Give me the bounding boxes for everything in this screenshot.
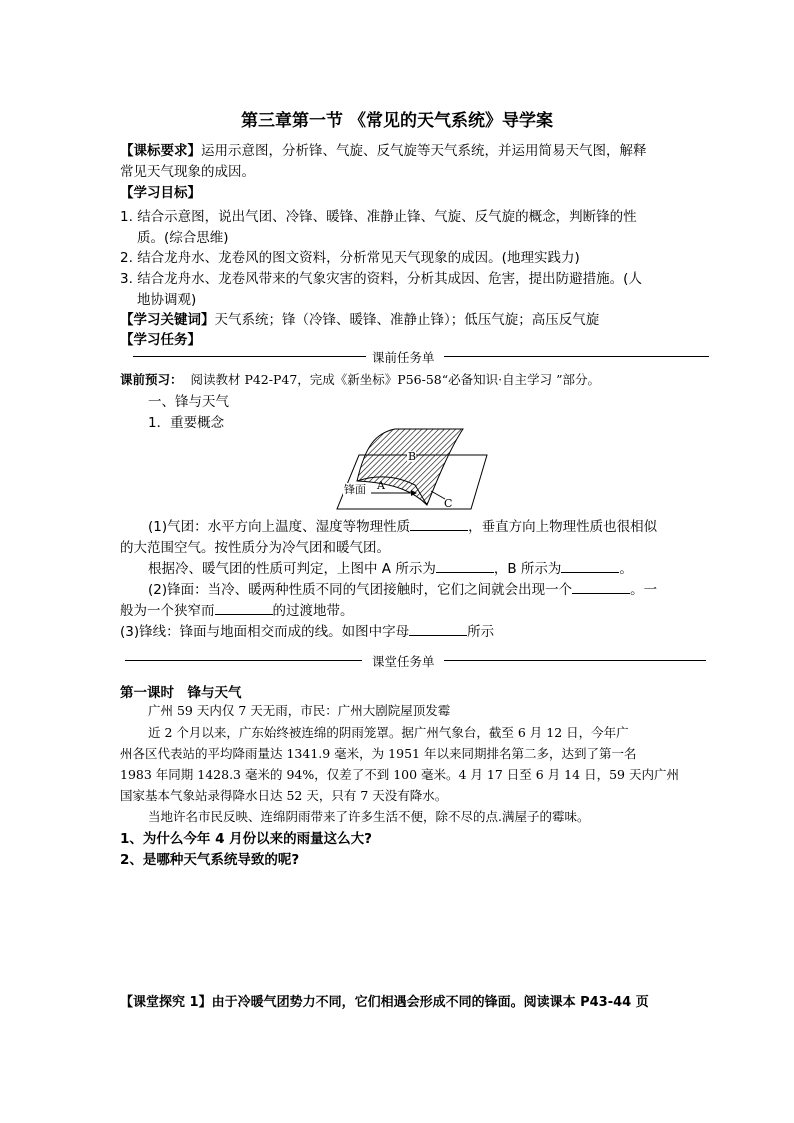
concept-front-surface: (2)锋面：当冷、暖两种性质不同的气团接触时，它们之间就会出现一个 。一	[148, 582, 658, 598]
label-b: B	[408, 450, 417, 463]
label-c: C	[444, 497, 453, 510]
label-a: A	[377, 479, 385, 492]
blank-5[interactable]	[215, 601, 273, 615]
news-p1-line4: 国家基本气象站录得降水日达 52 天，只有 7 天没有降水。	[120, 788, 448, 803]
news-p2: 当地许名市民反映、连绵阴雨带来了许多生活不便，除不尽的点.满屋子的霉味。	[148, 809, 590, 824]
page-title: 第三章第一节 《常见的天气系统》导学案	[241, 111, 553, 131]
news-p1-line1: 近 2 个月以来，广东始终被连绵的阴雨笼罩。据广州气象台，截至 6 月 12 日，今年广	[148, 725, 629, 740]
curriculum-text-line1: 运用示意图，分析锋、气旋、反气旋等天气系统，并运用简易天气图，解释	[201, 143, 647, 159]
blank-1[interactable]	[410, 517, 468, 531]
divider2-line-right	[444, 660, 706, 661]
curriculum-label: 【课标要求】	[120, 143, 201, 159]
concept-front-surface-line2: 般为一个狭窄而 的过渡地带。	[120, 603, 354, 619]
explore-label: 【课堂探究 1】	[120, 995, 212, 1010]
preview	[120, 370, 600, 388]
keywords	[120, 308, 599, 328]
goal-item-1: 1. 结合示意图，说出气团、冷锋、暖锋、准静止锋、气旋、反气旋的概念，判断锋的性	[120, 209, 637, 225]
blank-3[interactable]	[561, 559, 619, 573]
goal-item-3-line2: 地协调观)	[137, 292, 197, 308]
classroom-explore-1	[120, 991, 649, 1010]
divider-line-right	[444, 356, 709, 357]
goal-item-3: 3. 结合龙舟水、龙卷风带来的气象灾害的资料，分析其成因、危害，提出防避措施。(人	[120, 271, 642, 287]
preview-text: 阅读教材 P42-P47，完成《新坐标》P56-58“必备知识·自主学习 ”部分。	[190, 372, 600, 387]
concept-air-mass-line2: 的大范围空气。按性质分为冷气团和暖气团。	[120, 540, 390, 556]
keywords-label: 【学习关键词】	[120, 312, 215, 328]
front-diagram	[335, 425, 495, 513]
goals-label: 【学习目标】	[120, 185, 201, 201]
news-p1-line2: 州各区代表站的平均降雨量达 1341.9 毫米，为 1951 年以来同期排名第二多，达到了第一名	[120, 746, 637, 761]
question-1: 1、为什么今年 4 月份以来的雨量这么大?	[120, 831, 373, 847]
question-2: 2、是哪种天气系统导致的呢?	[120, 852, 300, 868]
curriculum-requirement	[120, 139, 647, 159]
divider-pre-class: 课前任务单	[372, 350, 435, 365]
tasks-label: 【学习任务】	[120, 332, 201, 348]
label-front-surface: 锋面	[344, 483, 366, 496]
lesson-title: 第一课时 锋与天气	[120, 685, 242, 701]
divider-line-left	[133, 356, 366, 357]
news-p1-line3: 1983 年同期 1428.3 毫米的 94%，仅差了不到 100 毫米。4 月 17 日至 6 月 14 日，59 天内广州	[120, 767, 679, 782]
explore-text: 由于冷暖气团势力不同，它们相遇会形成不同的锋面。阅读课本 P43-44 页	[211, 995, 649, 1010]
preview-label: 课前预习：	[120, 372, 183, 387]
section-subheading-concepts: 1．重要概念	[148, 415, 225, 431]
curriculum-text-line2: 常见天气现象的成因。	[120, 164, 255, 180]
divider2-line-left	[125, 660, 362, 661]
blank-2[interactable]	[436, 559, 494, 573]
goal-item-2: 2. 结合龙舟水、龙卷风的图文资料，分析常见天气现象的成因。(地理实践力)	[120, 250, 580, 266]
goal-item-1-line2: 质。(综合思维)	[137, 230, 229, 246]
divider-in-class: 课堂任务单	[372, 654, 435, 669]
section-heading-front-weather: 一、锋与天气	[148, 394, 229, 410]
keywords-text: 天气系统；锋（冷锋、暖锋、准静止锋）；低压气旋；高压反气旋	[214, 312, 600, 328]
concept-air-mass: (1)气团：水平方向上温度、湿度等物理性质 ，垂直方向上物理性质也很相似	[148, 519, 658, 535]
blank-6[interactable]	[409, 622, 467, 636]
news-title: 广州 59 天内仅 7 天无雨，市民：广州大剧院屋顶发霉	[148, 703, 451, 718]
concept-front-line: (3)锋线：锋面与地面相交而成的线。如图中字母 所示	[120, 624, 495, 640]
concept-judge: 根据冷、暖气团的性质可判定，上图中 A 所示为 ，B 所示为 。	[148, 561, 633, 577]
blank-4[interactable]	[572, 580, 630, 594]
